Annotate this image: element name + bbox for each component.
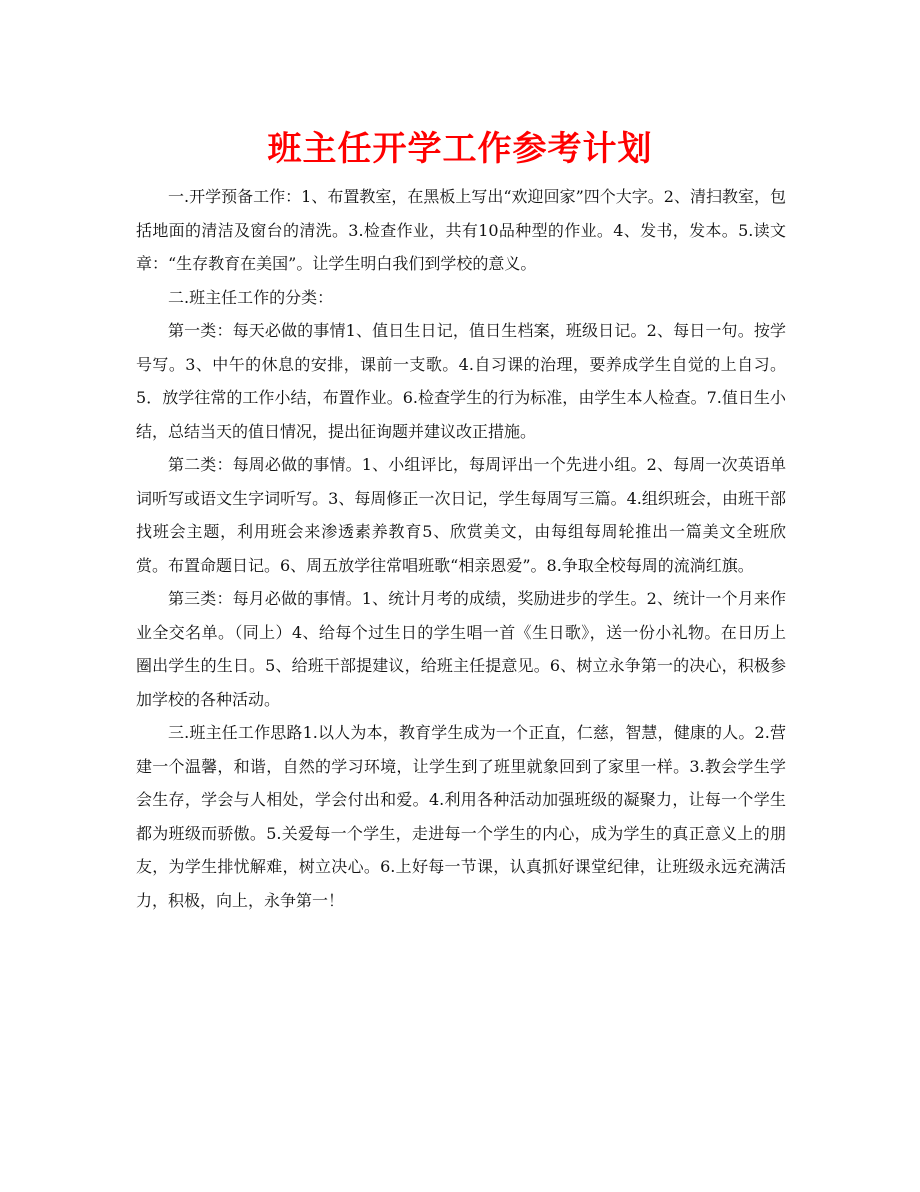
paragraph-work-ideas: 三.班主任工作思路1.以人为本，教育学生成为一个正直，仁慈，智慧，健康的人。2.营建一个温馨，和谐，自然的学习环境，让学生到了班里就象回到了家里一样。3.教会学生学会生存，学会与人相处，学会付出和爱。4.利用各种活动加强班级的凝聚力，让每一个学生都为班级而骄傲。5.关爱每一个学生，走进每一个学生的内心，成为学生的真正意义上的朋友，为学生排忧解难，树立决心。6.上好每一节课，认真抓好课堂纪律，让班级永远充满活力，积极，向上，永争第一！ <box>136 723 786 910</box>
paragraph-preparation: 一.开学预备工作：1、布置教室，在黑板上写出“欢迎回家”四个大字。2、清扫教室，包括地面的清洁及窗台的清洗。3.检查作业，共有10品种型的作业。4、发书，发本。5.读文章：“生存教育在美国”。让学生明白我们到学校的意义。 <box>136 187 786 273</box>
paragraph-weekly-tasks: 第二类：每周必做的事情。1、小组评比，每周评出一个先进小组。2、每周一次英语单词听写或语文生字词听写。3、每周修正一次日记，学生每周写三篇。4.组织班会，由班干部找班会主题，利用班会来渗透素养教育5、欣赏美文，由每组每周轮推出一篇美文全班欣赏。布置命题日记。6、周五放学往常唱班歌“相亲恩爱”。8.争取全校每周的流淌红旗。 <box>136 455 786 575</box>
document-title: 班主任开学工作参考计划 <box>267 129 653 169</box>
document-body <box>136 180 786 917</box>
paragraph-monthly-tasks: 第三类：每月必做的事情。1、统计月考的成绩，奖励进步的学生。2、统计一个月来作业全交名单。（同上）4、给每个过生日的学生唱一首《生日歌》，送一份小礼物。在日历上圈出学生的生日。5、给班干部提建议，给班主任提意见。6、树立永争第一的决心，积极参加学校的各种活动。 <box>136 589 786 709</box>
paragraph-classification-heading: 二.班主任工作的分类： <box>168 287 334 307</box>
paragraph-daily-tasks: 第一类：每天必做的事情1、值日生日记，值日生档案，班级日记。2、每日一句。按学号写。3、中午的休息的安排，课前一支歌。4.自习课的治理，要养成学生自觉的上自习。5．放学往常的工作小结，布置作业。6.检查学生的行为标准，由学生本人检查。7.值日生小结，总结当天的值日情况，提出征询题并建议改正措施。 <box>136 321 786 441</box>
